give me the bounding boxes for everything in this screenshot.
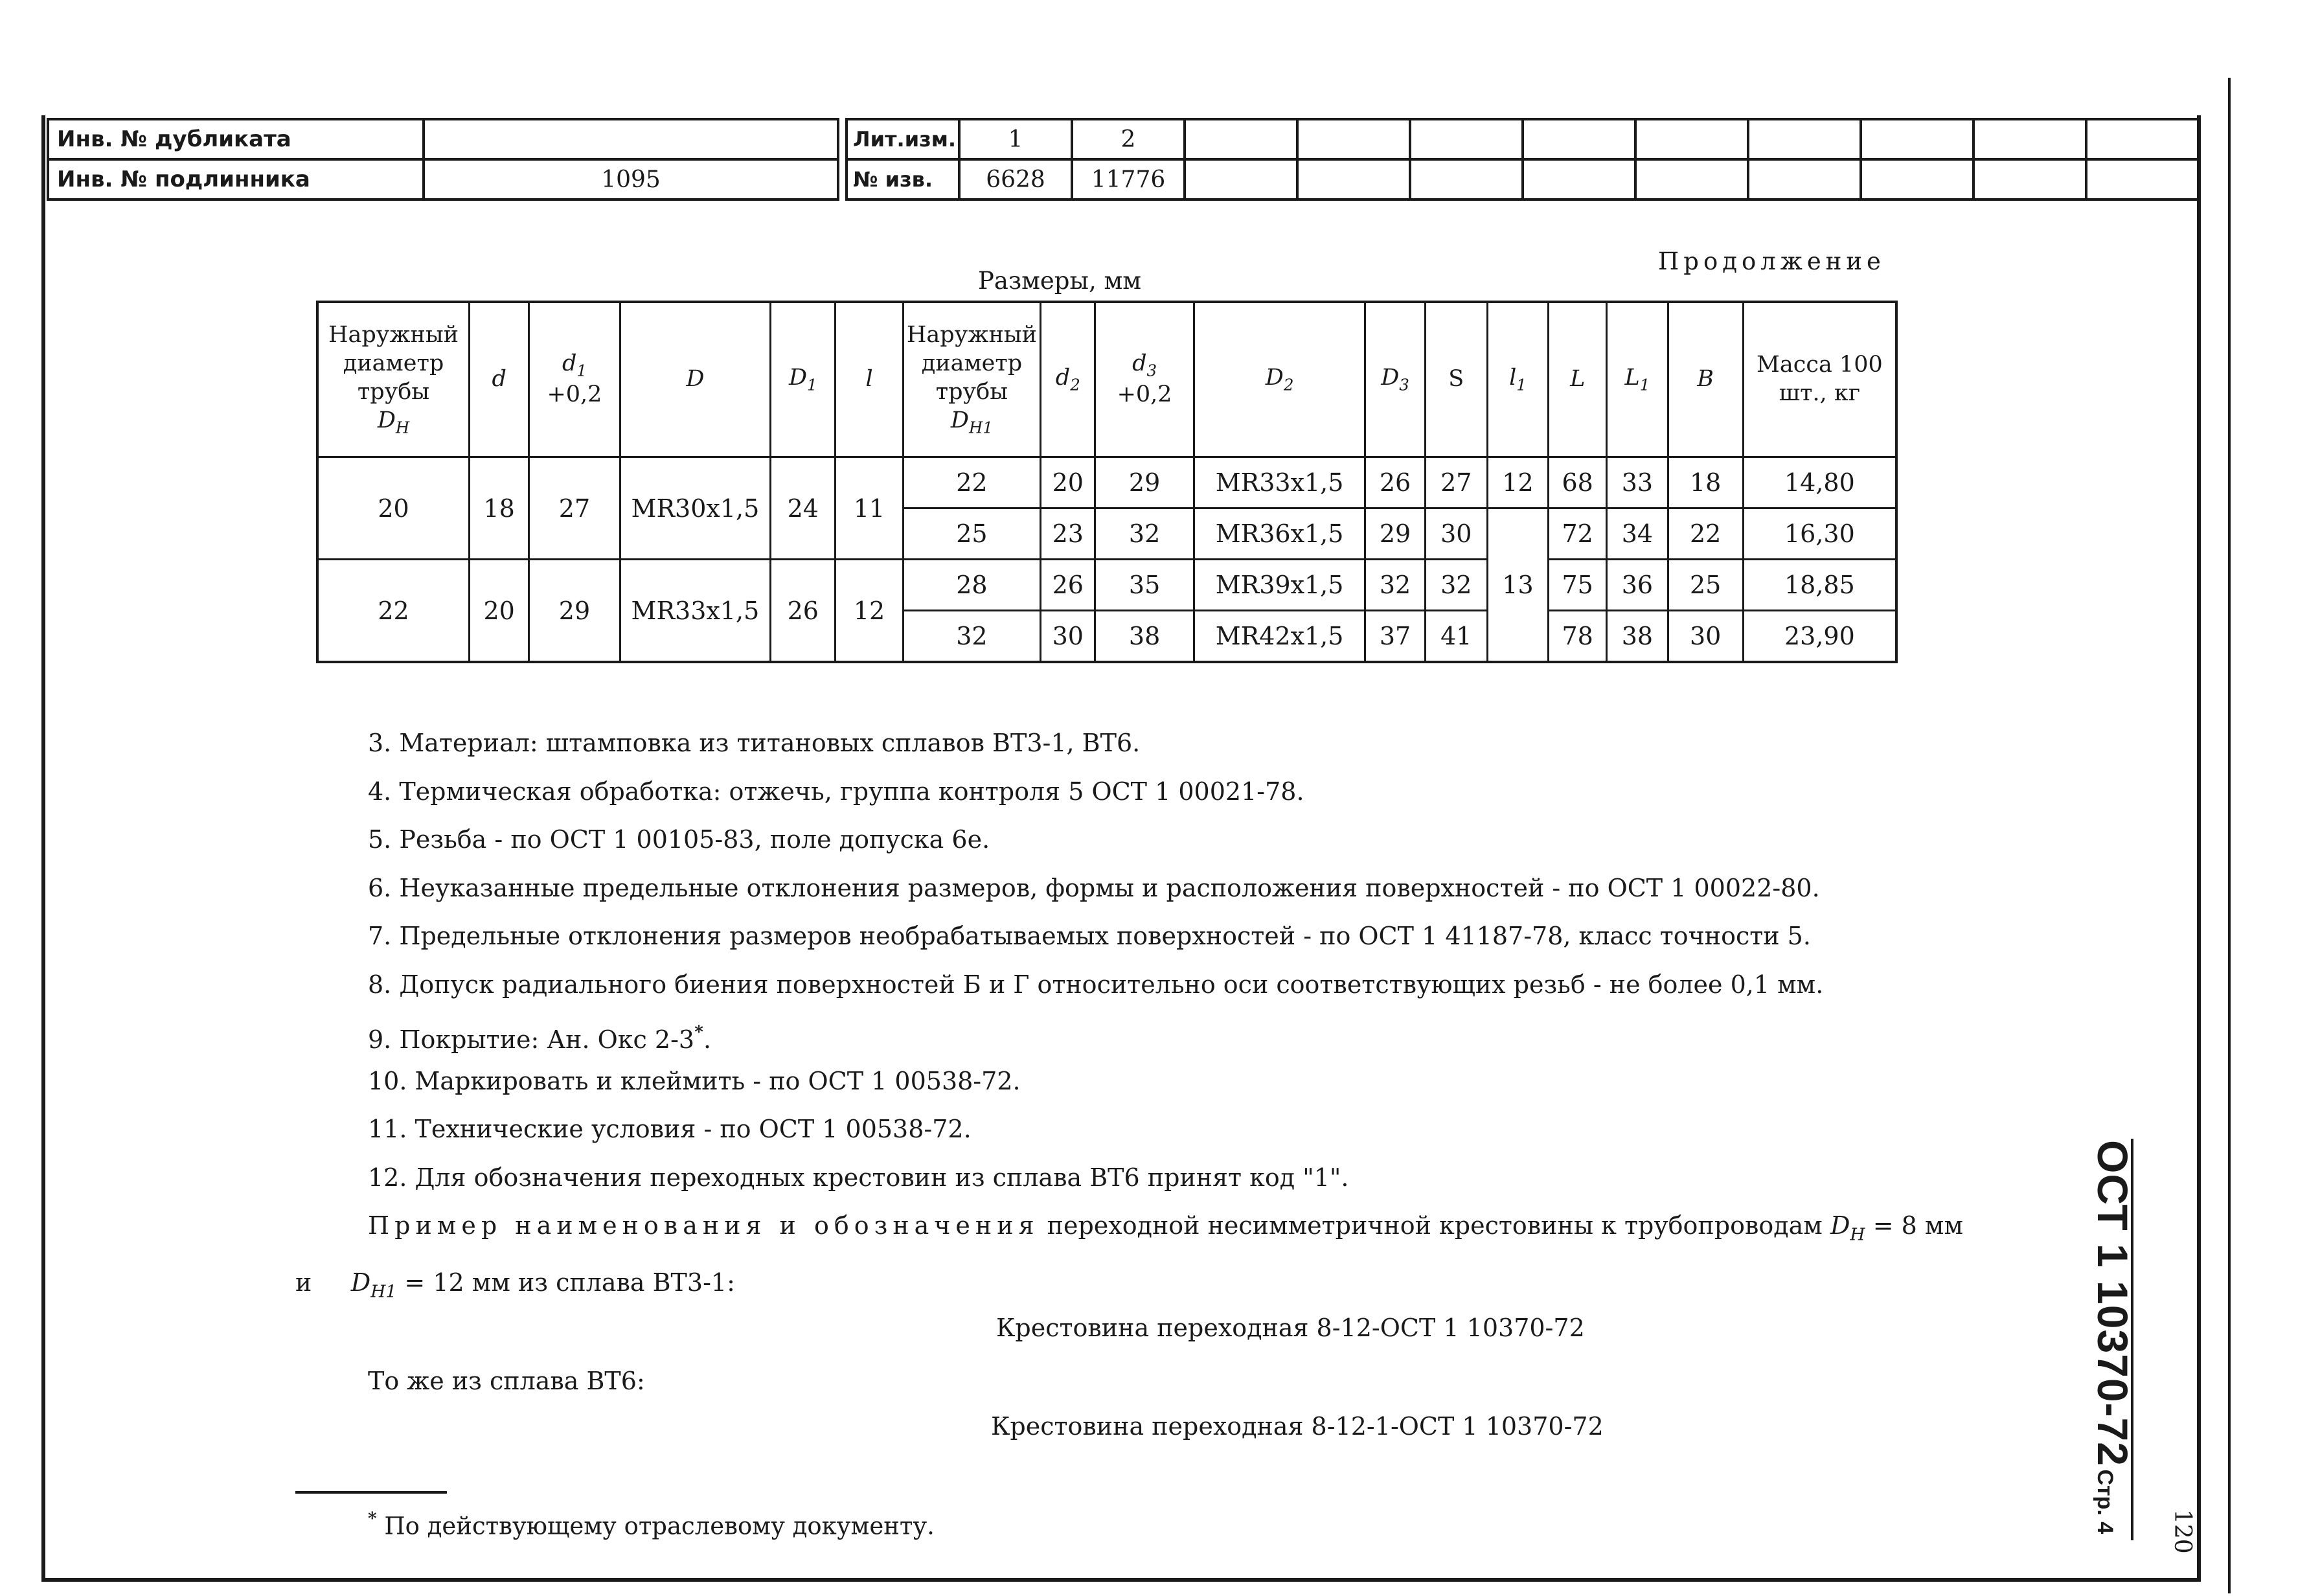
cell-D3: 29 — [1365, 508, 1425, 560]
inventory-stamp — [47, 118, 839, 201]
lit-cell: 2 — [1072, 119, 1185, 159]
cell-d: 18 — [470, 457, 529, 560]
izv-cell — [1297, 159, 1410, 200]
note-11: 11. Технические условия - по ОСТ 1 00538-72. — [368, 1115, 972, 1143]
cell-mass: 16,30 — [1743, 508, 1896, 560]
cell-B: 25 — [1668, 560, 1743, 611]
cell-d2: 26 — [1041, 560, 1095, 611]
standard-code-rotated — [2088, 1140, 2137, 1534]
cell-d1: 27 — [529, 457, 620, 560]
izv-cell — [1861, 159, 1973, 200]
lit-cell — [1973, 119, 2086, 159]
cell-D2: MR42x1,5 — [1194, 611, 1365, 663]
cell-d3: 38 — [1095, 611, 1194, 663]
header-L: L — [1549, 302, 1607, 457]
header-D1: $D_1$ — [771, 302, 836, 457]
cell-dn1: 28 — [903, 560, 1041, 611]
cell-L: 78 — [1549, 611, 1607, 663]
cell-d2: 30 — [1041, 611, 1095, 663]
orig-label: Инв. № подлинника — [48, 159, 424, 200]
designation-example-1: Крестовина переходная 8-12-ОСТ 1 10370-72 — [996, 1314, 1585, 1342]
note-6: 6. Неуказанные предельные отклонения размеров, формы и расположения поверхностей - по ОСТ 1 00022-80. — [368, 873, 1820, 902]
dimensions-table — [316, 301, 1898, 663]
header-d1: $d_1$ +0,2 — [529, 302, 620, 457]
lit-cell — [1297, 119, 1410, 159]
example-paragraph: Пример наименования и обозначения переходной несимметричной крестовины к трубопроводам $D_Н = 8$ мм — [368, 1211, 1964, 1245]
cell-D2: MR36x1,5 — [1194, 508, 1365, 560]
cell-d2: 20 — [1041, 457, 1095, 508]
table-row — [317, 560, 1896, 611]
cell-L: 75 — [1549, 560, 1607, 611]
orig-value: 1095 — [424, 159, 838, 200]
header-D: D — [620, 302, 771, 457]
cell-D1: 24 — [771, 457, 836, 560]
cell-d3: 29 — [1095, 457, 1194, 508]
header-l: l — [836, 302, 903, 457]
lit-cell — [1410, 119, 1523, 159]
example-paragraph-line2: и $D_{Н1} = 12$ мм из сплава ВТ3-1: — [295, 1268, 735, 1302]
note-9: 9. Покрытие: Ан. Окс 2-3*. — [368, 1022, 712, 1054]
cell-D: MR30x1,5 — [620, 457, 771, 560]
sheet-number: 120 — [2169, 1509, 2196, 1554]
izv-cell — [1185, 159, 1297, 200]
note-5: 5. Резьба - по ОСТ 1 00105-83, поле допуска 6е. — [368, 825, 990, 854]
cell-d3: 32 — [1095, 508, 1194, 560]
cell-L1: 38 — [1607, 611, 1668, 663]
header-d: d — [470, 302, 529, 457]
lit-label: Лит.изм. — [847, 119, 959, 159]
cell-B: 22 — [1668, 508, 1743, 560]
cell-dn: 22 — [317, 560, 470, 663]
cell-S: 41 — [1425, 611, 1487, 663]
cell-B: 30 — [1668, 611, 1743, 663]
footnote: * По действующему отраслевому документу. — [368, 1509, 935, 1540]
standard-code: ОСТ 1 10370-72 — [2089, 1140, 2137, 1466]
note-12: 12. Для обозначения переходных крестовин из сплава ВТ6 принят код "1". — [368, 1163, 1349, 1192]
lit-cell — [1523, 119, 1635, 159]
notes-list — [368, 719, 1823, 1202]
izv-cell: 11776 — [1072, 159, 1185, 200]
same-alloy-label: То же из сплава ВТ6: — [368, 1367, 645, 1395]
continuation-label: Продолжение — [1658, 247, 1885, 275]
header-dn1: Наружный диаметр трубы $D_{Н1}$ — [903, 302, 1041, 457]
izv-cell — [1973, 159, 2086, 200]
dup-label: Инв. № дубликата — [48, 119, 424, 159]
cell-S: 32 — [1425, 560, 1487, 611]
izv-cell — [2086, 159, 2199, 200]
cell-d: 20 — [470, 560, 529, 663]
cell-l1: 13 — [1487, 508, 1548, 663]
note-8: 8. Допуск радиального биения поверхностей Б и Г относительно оси соответствующих резьб - не более 0,1 мм. — [368, 970, 1824, 999]
dup-value — [424, 119, 838, 159]
cell-dn1: 32 — [903, 611, 1041, 663]
cell-D2: MR39x1,5 — [1194, 560, 1365, 611]
cell-dn1: 25 — [903, 508, 1041, 560]
cell-mass: 23,90 — [1743, 611, 1896, 663]
designation-example-2: Крестовина переходная 8-12-1-ОСТ 1 10370-72 — [991, 1412, 1604, 1441]
cell-L1: 36 — [1607, 560, 1668, 611]
revision-stamp — [845, 118, 2200, 201]
header-D2: $D_2$ — [1194, 302, 1365, 457]
cell-D3: 26 — [1365, 457, 1425, 508]
cell-mass: 18,85 — [1743, 560, 1896, 611]
lit-cell — [1861, 119, 1973, 159]
header-L1: $L_1$ — [1607, 302, 1668, 457]
cell-L1: 34 — [1607, 508, 1668, 560]
cell-D: MR33x1,5 — [620, 560, 771, 663]
note-10: 10. Маркировать и клеймить - по ОСТ 1 00538-72. — [368, 1066, 1021, 1095]
right-edge-line — [2228, 78, 2231, 1593]
cell-D2: MR33x1,5 — [1194, 457, 1365, 508]
dimensions-caption: Размеры, мм — [978, 267, 1142, 295]
izv-cell — [1748, 159, 1861, 200]
izv-cell — [1523, 159, 1635, 200]
cell-l: 11 — [836, 457, 903, 560]
cell-B: 18 — [1668, 457, 1743, 508]
header-B: B — [1668, 302, 1743, 457]
header-mass: Масса 100 шт., кг — [1743, 302, 1896, 457]
cell-d1: 29 — [529, 560, 620, 663]
cell-dn: 20 — [317, 457, 470, 560]
cell-l1: 12 — [1487, 457, 1548, 508]
header-l1: $l_1$ — [1487, 302, 1548, 457]
lit-cell — [1185, 119, 1297, 159]
note-3: 3. Материал: штамповка из титановых сплавов ВТ3-1, ВТ6. — [368, 729, 1141, 757]
lit-cell — [1748, 119, 1861, 159]
lit-cell — [1635, 119, 1748, 159]
cell-S: 30 — [1425, 508, 1487, 560]
cell-l: 12 — [836, 560, 903, 663]
header-D3: $D_3$ — [1365, 302, 1425, 457]
lit-cell: 1 — [959, 119, 1072, 159]
izv-cell: 6628 — [959, 159, 1072, 200]
page-label: Стр. 4 — [2093, 1469, 2117, 1534]
header-d3: $d_3$ +0,2 — [1095, 302, 1194, 457]
cell-dn1: 22 — [903, 457, 1041, 508]
note-4: 4. Термическая обработка: отжечь, группа контроля 5 ОСТ 1 00021-78. — [368, 777, 1304, 806]
izv-row — [847, 159, 2199, 200]
cell-S: 27 — [1425, 457, 1487, 508]
izv-cell — [1635, 159, 1748, 200]
footnote-separator — [295, 1491, 447, 1494]
header-S: S — [1425, 302, 1487, 457]
header-dn: Наружный диаметр трубы $D_Н$ — [317, 302, 470, 457]
lit-row — [847, 119, 2199, 159]
header-d2: $d_2$ — [1041, 302, 1095, 457]
header-row — [317, 302, 1896, 457]
cell-D3: 37 — [1365, 611, 1425, 663]
cell-mass: 14,80 — [1743, 457, 1896, 508]
cell-D1: 26 — [771, 560, 836, 663]
cell-d3: 35 — [1095, 560, 1194, 611]
standard-code-block — [2089, 1140, 2176, 1542]
table-row — [317, 457, 1896, 508]
izv-cell — [1410, 159, 1523, 200]
cell-D3: 32 — [1365, 560, 1425, 611]
note-7: 7. Предельные отклонения размеров необрабатываемых поверхностей - по ОСТ 1 41187-78, класс точности 5. — [368, 922, 1811, 950]
izv-label: № изв. — [847, 159, 959, 200]
lit-cell — [2086, 119, 2199, 159]
cell-d2: 23 — [1041, 508, 1095, 560]
cell-L: 72 — [1549, 508, 1607, 560]
cell-L1: 33 — [1607, 457, 1668, 508]
cell-L: 68 — [1549, 457, 1607, 508]
